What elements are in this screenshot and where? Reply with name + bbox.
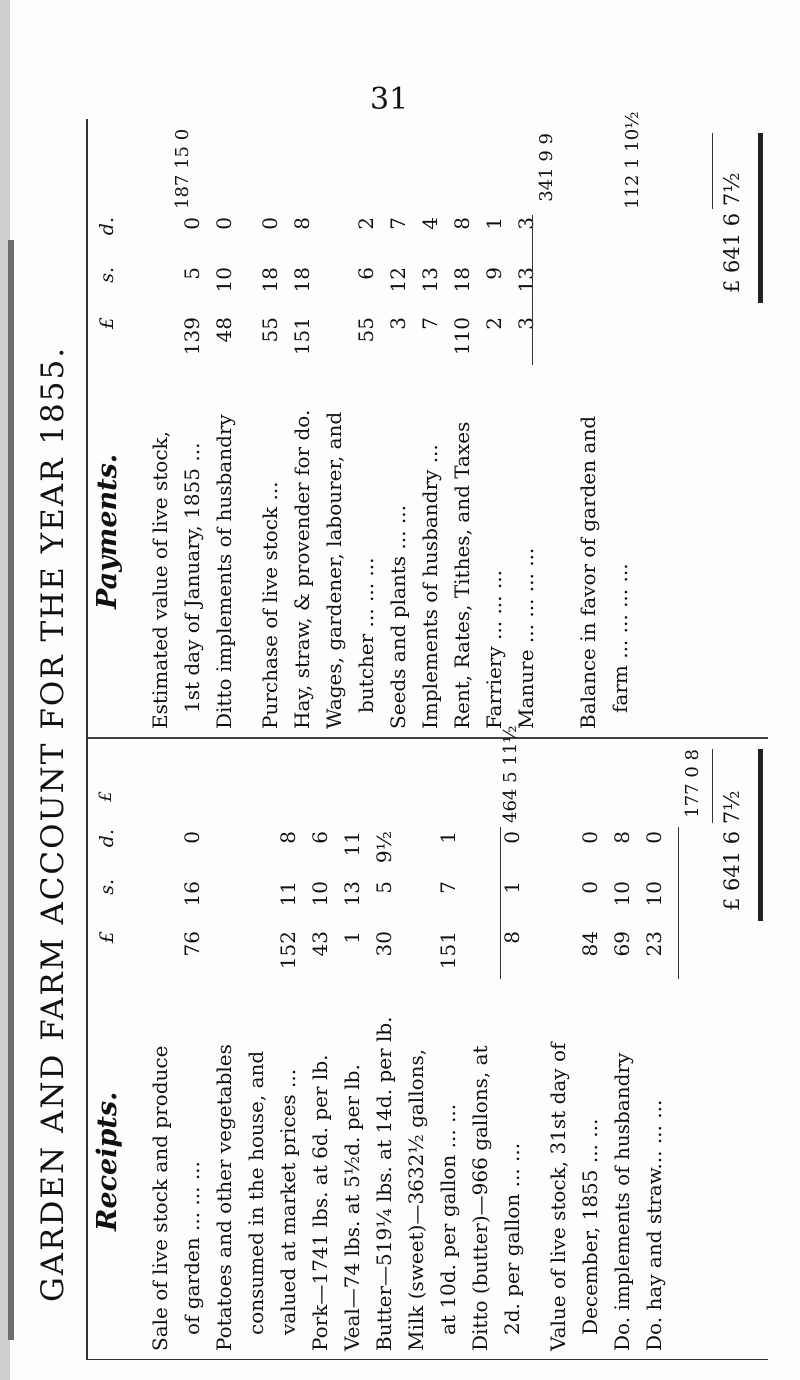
receipts-shillings-header: s. bbox=[96, 879, 118, 895]
receipt-row: Ditto (butter)—966 gallons, at bbox=[468, 1045, 492, 1351]
payment-row: butcher ... ... ... 55 6 2 bbox=[354, 217, 378, 713]
payments-total-rule bbox=[712, 133, 713, 209]
payment-row: Seeds and plants ... ... 3 12 7 bbox=[386, 217, 410, 729]
receipts-double-rule bbox=[758, 749, 763, 921]
receipts-heading: Receipts. bbox=[92, 1091, 123, 1231]
receipt-row: valued at market prices ... 152 11 8 bbox=[276, 831, 300, 1335]
payment-row: Purchase of live stock ... 55 18 0 bbox=[258, 217, 282, 729]
payments-shillings-header: s. bbox=[96, 267, 118, 283]
receipts-total: £ 641 6 7½ bbox=[720, 790, 744, 911]
payment-row: Estimated value of live stock, bbox=[148, 430, 172, 729]
rotated-account-table bbox=[30, 111, 770, 1360]
binding-shadow bbox=[8, 240, 14, 1340]
payments-double-rule bbox=[758, 133, 763, 303]
receipts-pounds-header: £ bbox=[96, 931, 118, 944]
receipts-subtotal-1: 464 5 11½ bbox=[500, 725, 521, 823]
receipt-row: Potatoes and other vegetables bbox=[212, 1044, 236, 1351]
payments-pounds-header: £ bbox=[96, 317, 118, 330]
payment-row: Implements of husbandry ... 7 13 4 bbox=[418, 217, 442, 729]
payments-total: £ 641 6 7½ bbox=[720, 172, 744, 293]
account-frame bbox=[86, 111, 768, 1360]
receipts-pounds-header-2: £ bbox=[96, 791, 116, 802]
payment-row: Balance in favor of garden and bbox=[576, 415, 600, 729]
page-number: 31 bbox=[370, 82, 409, 117]
payment-row: Farriery ... ... ... 2 9 1 bbox=[482, 217, 506, 729]
payments-heading: Payments. bbox=[92, 453, 123, 609]
receipt-row: at 10d. per gallon ... ... 151 7 1 bbox=[436, 831, 460, 1335]
receipts-pence-header: d. bbox=[96, 829, 118, 848]
payments-sum-rule bbox=[532, 215, 533, 365]
receipt-row: Sale of live stock and produce bbox=[148, 1045, 172, 1351]
payment-row: Ditto implements of husbandry 48 10 0 bbox=[212, 217, 236, 729]
receipt-row: Butter—519¼ lbs. at 14d. per lb. 30 5 9½ bbox=[372, 831, 396, 1351]
receipt-row: 2d. per gallon ... ... 8 1 0 bbox=[500, 831, 524, 1335]
payments-subtotal-2: 341 9 9 bbox=[536, 133, 557, 202]
receipts-total-rule bbox=[712, 749, 713, 823]
receipt-row: Value of live stock, 31st day of bbox=[546, 1042, 570, 1351]
receipt-row: consumed in the house, and bbox=[244, 1050, 268, 1335]
payment-row: Hay, straw, & provender for do. 151 18 8 bbox=[290, 217, 314, 729]
receipt-row: Pork—1741 lbs. at 6d. per lb. 43 10 6 bbox=[308, 831, 332, 1351]
payment-row: Rent, Rates, Tithes, and Taxes 110 18 8 bbox=[450, 217, 474, 729]
receipts-entries bbox=[144, 725, 670, 1351]
center-column-rule bbox=[88, 737, 768, 739]
receipt-row: Veal—74 lbs. at 5½d. per lb. 1 13 11 bbox=[340, 831, 364, 1351]
receipt-row: Milk (sweet)—3632½ gallons, bbox=[404, 1048, 428, 1351]
payments-subtotal-1: 187 15 0 bbox=[172, 128, 193, 209]
receipt-row: of garden ... ... ... 76 16 0 bbox=[180, 831, 204, 1335]
receipt-row: Do. hay and straw... ... ... 23 10 0 bbox=[642, 831, 666, 1351]
payment-row: farm ... ... ... ... bbox=[608, 563, 632, 713]
payments-pence-header: d. bbox=[96, 217, 118, 236]
payments-panel bbox=[88, 111, 768, 729]
receipts-sum-rule-2 bbox=[678, 827, 679, 979]
receipt-row: December, 1855 ... ... 84 0 0 bbox=[578, 831, 602, 1335]
receipts-sum-rule-1 bbox=[500, 827, 501, 979]
payments-entries bbox=[144, 129, 636, 729]
receipt-row: Do. implements of husbandry 69 10 8 bbox=[610, 831, 634, 1351]
payments-balance: 112 1 10½ bbox=[622, 111, 643, 209]
payment-row: Manure ... ... ... ... 3 13 3 bbox=[514, 217, 538, 729]
payment-row: Wages, gardener, labourer, and bbox=[322, 411, 346, 729]
receipts-subtotal-2: 177 0 8 bbox=[682, 749, 703, 818]
payment-row: 1st day of January, 1855 ... 139 5 0 bbox=[180, 217, 204, 713]
page-title: GARDEN AND FARM ACCOUNT FOR THE YEAR 1855. bbox=[35, 345, 71, 1302]
receipts-panel bbox=[88, 725, 768, 1351]
